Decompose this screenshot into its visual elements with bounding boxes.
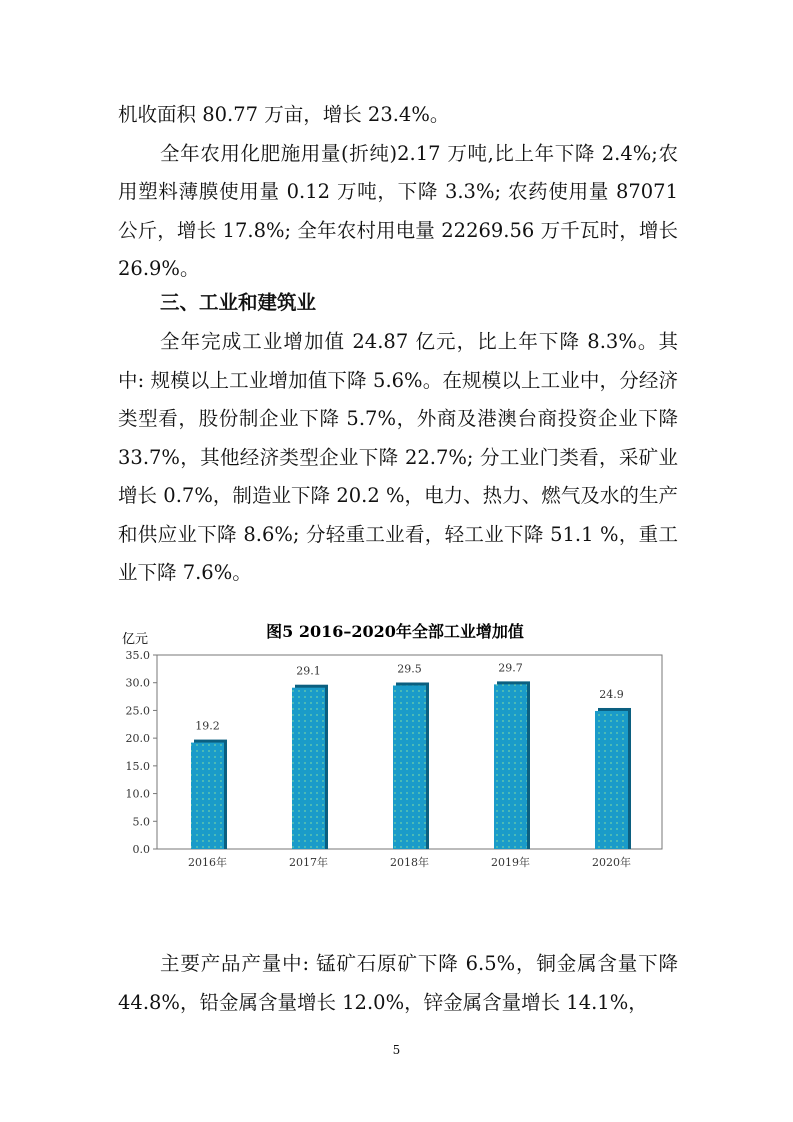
chart-title: 图5 2016–2020年全部工业增加值 (266, 622, 524, 641)
bar-2016年 (191, 743, 224, 849)
data-label: 29.7 (498, 661, 523, 675)
y-axis-label: 亿元 (122, 632, 149, 647)
bar-2019年 (494, 684, 527, 849)
paragraph-1-container (118, 96, 678, 289)
bar-2020年 (595, 711, 628, 849)
paragraph-industry: 全年完成工业增加值 24.87 亿元，比上年下降 8.3%。其中: 规模以上工业增加值下降 5.6%。在规模以上工业中，分经济类型看，股份制企业下降 5.7%，外商及港澳台商投资企业下降 33.7%，其他经济类型企业下降 22.7%; 分工业门类看，采矿业增长 0.7%，制造业下降 20.2 %，电力、热力、燃气及水的生产和供应业下降 8.6%; 分轻重工业看，轻工业下降 51.1 %，重工业下降 7.6%。 (118, 330, 678, 584)
x-tick-label: 2017年 (289, 856, 328, 869)
paragraph-products-container (118, 945, 678, 1022)
paragraph-fertilizer: 全年农用化肥施用量(折纯)2.17 万吨,比上年下降 2.4%;农用塑料薄膜使用量 0.12 万吨，下降 3.3%; 农药使用量 87071 公斤，增长 17.8%; 全年农村用电量 22269.56 万千瓦时，增长 26.9%。 (118, 141, 678, 280)
data-label: 19.2 (195, 719, 220, 733)
y-tick-label: 30.0 (125, 676, 150, 690)
paragraph-industry-container (118, 323, 678, 593)
y-tick-label: 10.0 (125, 787, 150, 801)
y-tick-label: 5.0 (132, 815, 150, 829)
data-label: 29.1 (296, 664, 321, 678)
industry-value-chart (110, 610, 680, 880)
data-label: 29.5 (397, 662, 422, 676)
x-tick-label: 2019年 (491, 856, 530, 869)
x-axis-ticks (188, 855, 631, 869)
y-tick-label: 25.0 (125, 704, 150, 718)
bar-2017年 (292, 688, 325, 849)
paragraph-products: 主要产品产量中: 锰矿石原矿下降 6.5%，铜金属含量下降 44.8%，铅金属含量增长 12.0%，锌金属含量增长 14.1%， (118, 952, 678, 1014)
y-tick-label: 15.0 (125, 759, 150, 773)
bar-2018年 (393, 685, 426, 849)
paragraph-continuation: 机收面积 80.77 万亩，增长 23.4%。 (118, 103, 450, 126)
page-number: 5 (392, 1043, 401, 1057)
y-tick-label: 35.0 (125, 649, 150, 662)
data-label: 24.9 (599, 687, 624, 701)
x-tick-label: 2020年 (592, 856, 631, 869)
y-tick-label: 20.0 (125, 732, 150, 746)
section-heading: 三、工业和建筑业 (160, 291, 317, 314)
y-tick-label: 0.0 (132, 843, 150, 856)
x-tick-label: 2016年 (188, 856, 227, 869)
bars-group (191, 681, 631, 849)
x-tick-label: 2018年 (390, 856, 429, 869)
y-axis-ticks (126, 649, 158, 856)
